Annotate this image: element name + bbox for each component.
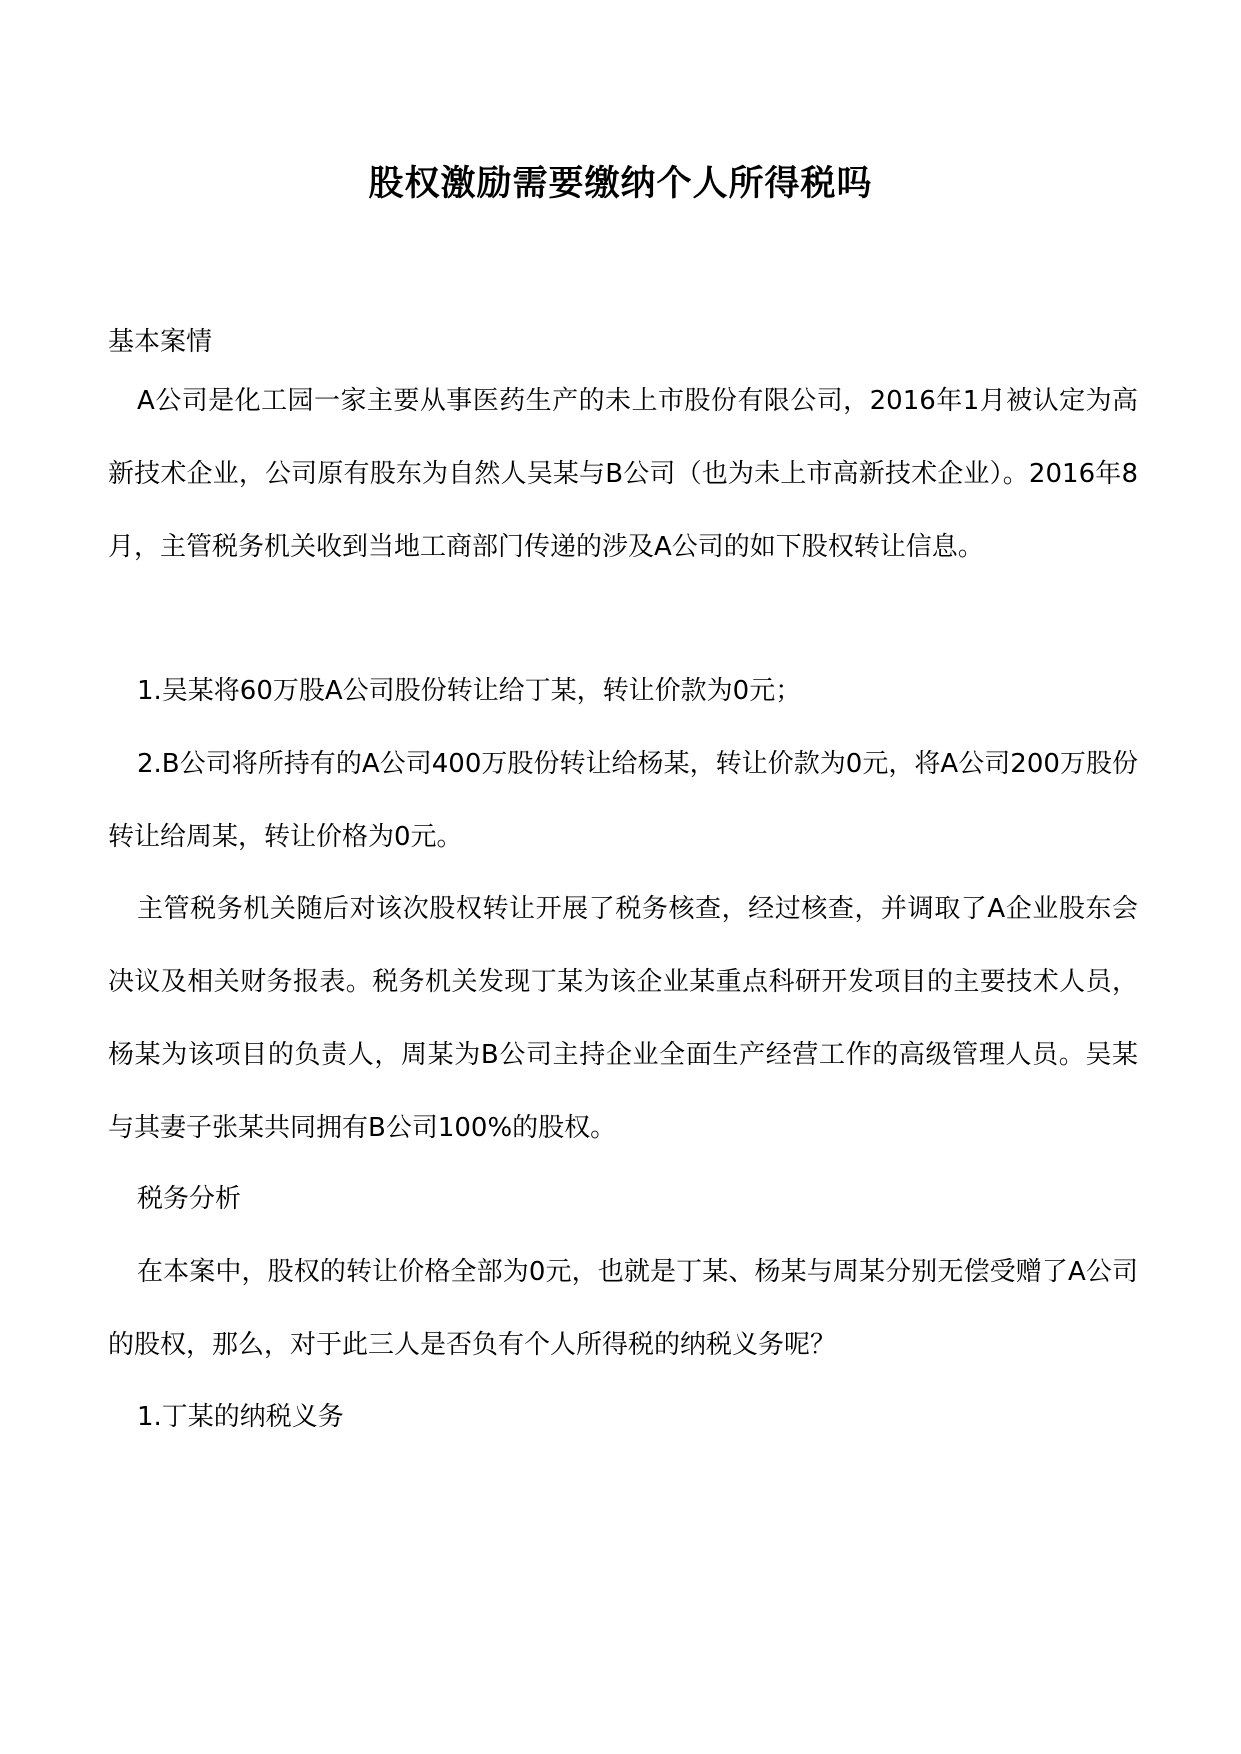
paragraph-transfer-1: 1.吴某将60万股A公司股份转让给丁某，转让价款为0元； — [137, 676, 802, 706]
paragraph-analysis: 在本案中，股权的转让价格全部为0元，也就是丁某、杨某与周某分别无偿受赠了A公司的股权，那么，对于此三人是否负有个人所得税的纳税义务呢？ — [108, 1257, 1138, 1360]
paragraph-subheading-ding: 1.丁某的纳税义务 — [137, 1402, 344, 1432]
document-title: 股权激励需要缴纳个人所得税吗 — [368, 163, 873, 204]
paragraph-tax-review: 主管税务机关随后对该次股权转让开展了税务核查，经过核查，并调取了A企业股东会决议及相关财务报表。税务机关发现丁某为该企业某重点科研开发项目的主要技术人员，杨某为该项目的负责人，周某为B公司主持企业全面生产经营工作的高级管理人员。吴某与其妻子张某共同拥有B公司100%的股权。 — [108, 894, 1138, 1143]
section-heading-case: 基本案情 — [108, 327, 213, 357]
section-heading-analysis: 税务分析 — [137, 1184, 242, 1214]
paragraph-transfer-2: 2.B公司将所持有的A公司400万股份转让给杨某，转让价款为0元，将A公司200万股份转让给周某，转让价格为0元。 — [108, 749, 1138, 852]
paragraph-case-intro: A公司是化工园一家主要从事医药生产的未上市股份有限公司，2016年1月被认定为高新技术企业，公司原有股东为自然人吴某与B公司（也为未上市高新技术企业）。2016年8月，主管税务机关收到当地工商部门传递的涉及A公司的如下股权转让信息。 — [108, 386, 1138, 562]
